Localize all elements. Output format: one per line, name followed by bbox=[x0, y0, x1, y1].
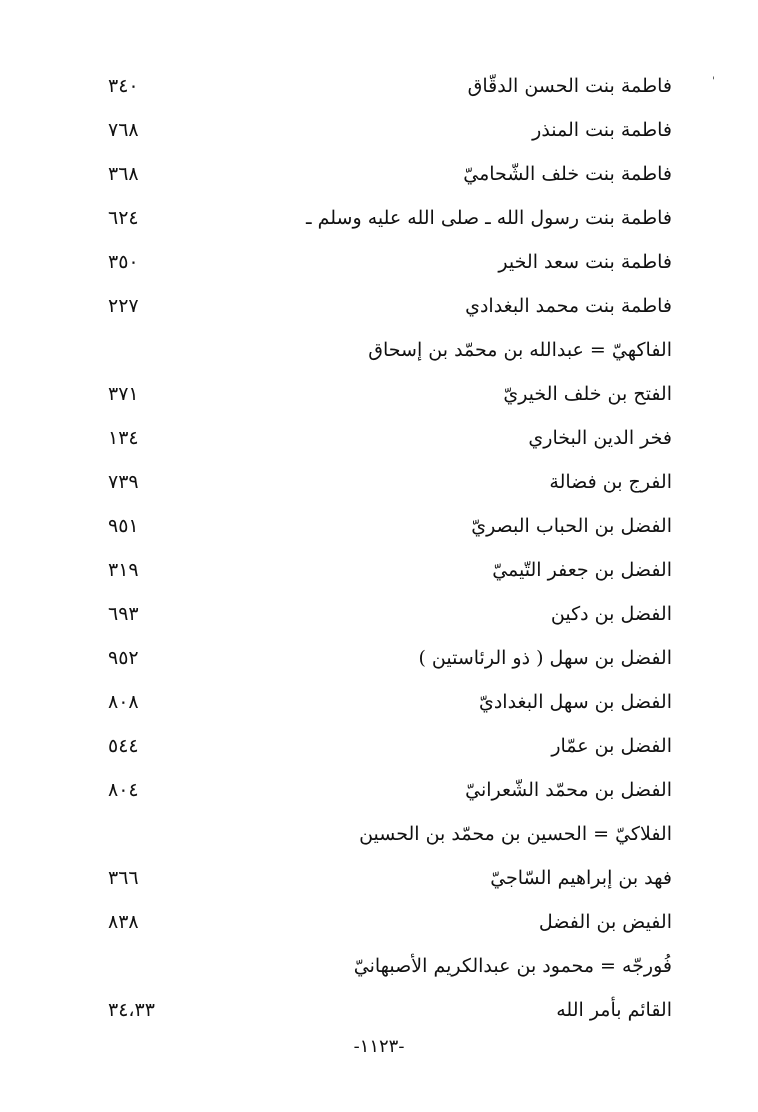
index-entry bbox=[0, 460, 758, 504]
entry-name: الفضل بن جعفر التّيميّ bbox=[492, 559, 672, 581]
entry-name: الفضل بن الحباب البصريّ bbox=[471, 515, 672, 537]
entry-name: فاطمة بنت المنذر bbox=[532, 119, 672, 141]
index-entry bbox=[0, 856, 758, 900]
entry-page: ٧٣٩ bbox=[108, 471, 139, 493]
index-entry bbox=[0, 108, 758, 152]
entry-page: ٣٧١ bbox=[108, 383, 139, 405]
index-entry bbox=[0, 812, 758, 856]
entry-name: الفيض بن الفضل bbox=[538, 911, 672, 933]
entry-page: ١٣٤ bbox=[108, 427, 139, 449]
entry-name: الفلاكيّ = الحسين بن محمّد بن الحسين bbox=[359, 823, 672, 845]
entry-name: الفرج بن فضالة bbox=[549, 471, 672, 493]
entry-page: ٩٥١ bbox=[108, 515, 139, 537]
entry-name: الفتح بن خلف الخيريّ bbox=[503, 383, 672, 405]
page-number: -١١٢٣- bbox=[353, 1036, 405, 1057]
entry-page: ٦٩٣ bbox=[108, 603, 139, 625]
index-entry bbox=[0, 988, 758, 1032]
index-entry bbox=[0, 152, 758, 196]
entry-page: ٦٢٤ bbox=[108, 207, 139, 229]
index-entry bbox=[0, 240, 758, 284]
entry-name: فاطمة بنت الحسن الدقّاق bbox=[467, 75, 672, 97]
entry-page: ٣٤،٣٣ bbox=[108, 999, 155, 1021]
entry-name: الفضل بن محمّد الشّعرانيّ bbox=[465, 779, 672, 801]
entry-name: الفضل بن سهل البغداديّ bbox=[478, 691, 672, 713]
entry-name: فاطمة بنت سعد الخير bbox=[498, 251, 672, 273]
entry-name: فهد بن إبراهيم السّاجيّ bbox=[490, 867, 672, 889]
index-entry bbox=[0, 284, 758, 328]
scan-speck: ' bbox=[712, 76, 715, 87]
entry-page: ٧٦٨ bbox=[108, 119, 139, 141]
entry-page: ٣٥٠ bbox=[108, 251, 139, 273]
index-entry bbox=[0, 900, 758, 944]
index-entry bbox=[0, 196, 758, 240]
entry-name: فاطمة بنت رسول الله ـ صلى الله عليه وسلم ـ bbox=[306, 207, 672, 229]
index-entry bbox=[0, 328, 758, 372]
entry-name: فخر الدين البخاري bbox=[528, 427, 672, 449]
entry-page: ٣١٩ bbox=[108, 559, 139, 581]
index-entry bbox=[0, 548, 758, 592]
index-entry bbox=[0, 680, 758, 724]
index-entry bbox=[0, 592, 758, 636]
index-entry bbox=[0, 504, 758, 548]
entry-name: فاطمة بنت محمد البغدادي bbox=[465, 295, 672, 317]
index-entry bbox=[0, 416, 758, 460]
entry-page: ٨٠٨ bbox=[108, 691, 139, 713]
entry-page: ٣٦٨ bbox=[108, 163, 139, 185]
entry-page: ٣٤٠ bbox=[108, 75, 139, 97]
entry-name: الفاكهيّ = عبدالله بن محمّد بن إسحاق bbox=[368, 339, 672, 361]
entry-name: القائم بأمر الله bbox=[556, 999, 672, 1021]
entry-name: الفضل بن سهل ( ذو الرئاستين ) bbox=[418, 647, 672, 669]
entry-name: الفضل بن عمّار bbox=[551, 735, 672, 757]
entry-name: فُورجّه = محمود بن عبدالكريم الأصبهانيّ bbox=[353, 955, 672, 977]
entry-name: فاطمة بنت خلف الشّحاميّ bbox=[463, 163, 672, 185]
index-entry bbox=[0, 64, 758, 108]
entry-name: الفضل بن دكين bbox=[550, 603, 672, 625]
entry-page: ٣٦٦ bbox=[108, 867, 139, 889]
entry-page: ٩٥٢ bbox=[108, 647, 139, 669]
index-entry bbox=[0, 768, 758, 812]
entry-page: ٨٠٤ bbox=[108, 779, 139, 801]
entry-page: ٥٤٤ bbox=[108, 735, 139, 757]
index-entry bbox=[0, 636, 758, 680]
entry-page: ٨٣٨ bbox=[108, 911, 139, 933]
index-entry bbox=[0, 372, 758, 416]
entry-page: ٢٢٧ bbox=[108, 295, 139, 317]
index-entry bbox=[0, 944, 758, 988]
index-entry bbox=[0, 724, 758, 768]
